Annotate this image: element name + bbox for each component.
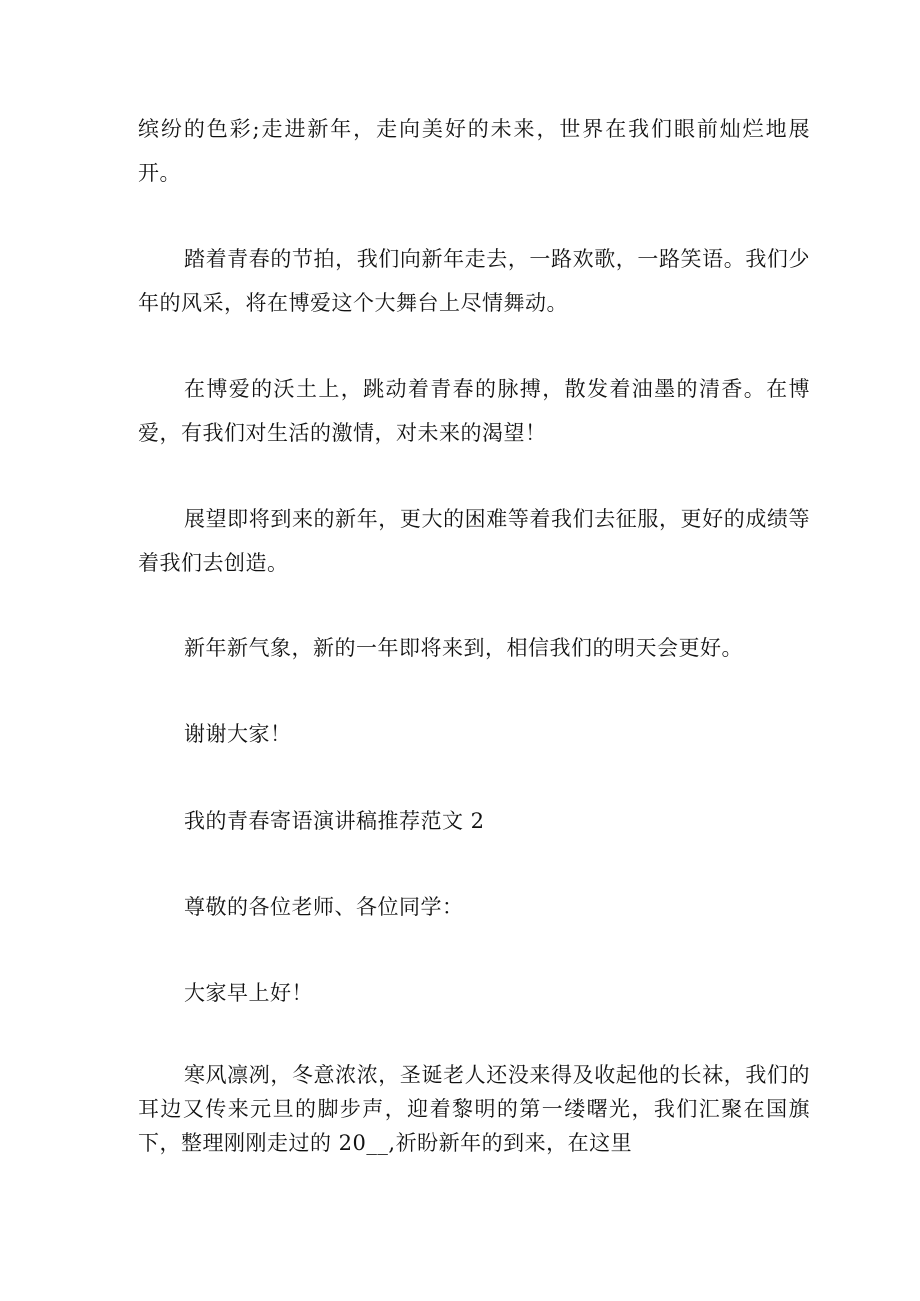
paragraph-1: 缤纷的色彩;走进新年，走向美好的未来，世界在我们眼前灿烂地展开。 bbox=[138, 117, 810, 185]
paragraph-5: 新年新气象，新的一年即将来到，相信我们的明天会更好。 bbox=[184, 636, 743, 660]
paragraph-6: 寒风凛冽，冬意浓浓，圣诞老人还没来得及收起他的长袜，我们的耳边又传来元旦的脚步声，迎着黎明的第一缕曙光，我们汇聚在国旗下，整理刚刚走过的 20__,祈盼新年的到来，在这里 bbox=[138, 1063, 810, 1155]
salutation: 尊敬的各位老师、各位同学： bbox=[184, 895, 464, 919]
paragraph-closing: 谢谢大家！ bbox=[184, 722, 292, 746]
paragraph-2: 踏着青春的节拍，我们向新年走去，一路欢歌，一路笑语。我们少年的风采，将在博爱这个大舞台上尽情舞动。 bbox=[138, 247, 810, 315]
paragraph-3: 在博爱的沃土上，跳动着青春的脉搏，散发着油墨的清香。在博爱，有我们对生活的激情，对未来的渴望！ bbox=[138, 377, 810, 445]
greeting: 大家早上好！ bbox=[184, 981, 313, 1005]
paragraph-4: 展望即将到来的新年，更大的困难等着我们去征服，更好的成绩等着我们去创造。 bbox=[138, 507, 810, 575]
section-title: 我的青春寄语演讲稿推荐范文 2 bbox=[184, 809, 485, 833]
